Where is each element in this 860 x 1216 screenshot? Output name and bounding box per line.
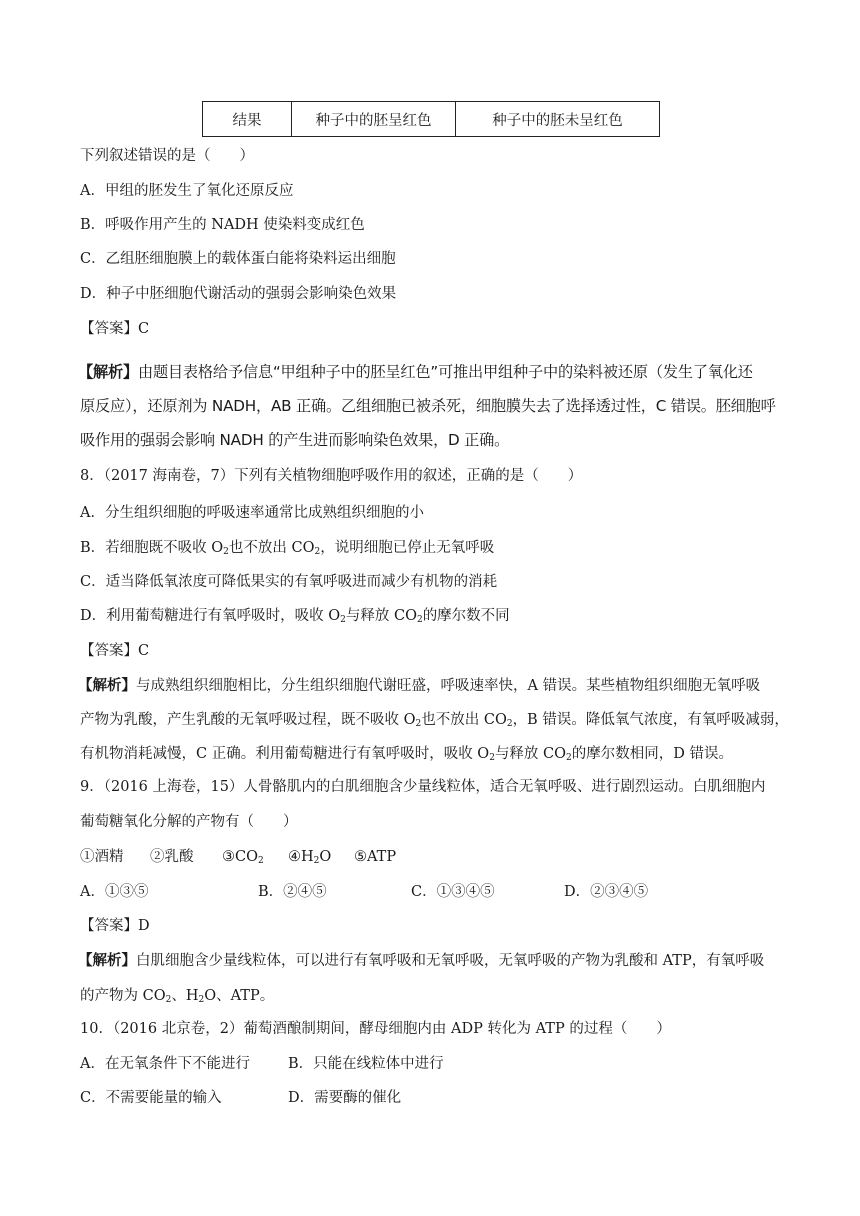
q7-analysis-line-3: 吸作用的强弱会影响 NADH 的产生进而影响染色效果，D 正确。 xyxy=(80,431,510,449)
q10-stem: 10．（2016 北京卷，2）葡萄酒酿制期间，酵母细胞内由 ADP 转化为 ATP 的过程（ ） xyxy=(80,1021,671,1037)
q7-answer: 【答案】C xyxy=(80,321,150,337)
q9-item-2: ②乳酸 xyxy=(150,849,194,865)
q8-analysis-line-2: 产物为乳酸，产生乳酸的无氧呼吸过程，既不吸收 $O_2$也不放出 $CO_2$，B 错误。降低氧气浓度，有氧呼吸减弱， xyxy=(80,712,789,729)
q7-option-b: B．呼吸作用产生的 NADH 使染料变成红色 xyxy=(80,217,365,233)
table-cell-result: 结果 xyxy=(203,102,292,137)
q9-option-c: C．①③④⑤ xyxy=(411,884,495,900)
q9-stem-line-2: 葡萄糖氧化分解的产物有（ ） xyxy=(80,814,298,830)
q8-analysis-line-3: 有机物消耗减慢，C 正确。利用葡萄糖进行有氧呼吸时，吸收 $O_2$与释放 $CO_2$的摩尔数相同，D 错误。 xyxy=(80,746,733,763)
q10-options-row-1 xyxy=(80,1054,444,1074)
q9-item-5: ⑤ATP xyxy=(354,849,397,865)
q8-stem: 8．（2017 海南卷，7）下列有关植物细胞呼吸作用的叙述，正确的是（ ） xyxy=(80,468,583,484)
q8-analysis-line-1: 【解析】与成熟组织细胞相比，分生组织细胞代谢旺盛，呼吸速率快，A 错误。某些植物组织细胞无氧呼吸 xyxy=(78,677,761,694)
q9-analysis-line-2: 的产物为 $CO_2$、$H_2O$、ATP。 xyxy=(80,988,275,1005)
q9-analysis-line-1: 【解析】白肌细胞含少量线粒体，可以进行有氧呼吸和无氧呼吸，无氧呼吸的产物为乳酸和 ATP，有氧呼吸 xyxy=(78,952,765,969)
analysis-label: 【解析】 xyxy=(78,677,136,694)
q8-answer: 【答案】C xyxy=(80,643,150,659)
table-cell-not-red: 种子中的胚未呈红色 xyxy=(456,102,660,137)
q10-option-a: A．在无氧条件下不能进行 xyxy=(80,1056,250,1072)
table-row xyxy=(203,102,660,137)
q7-option-a: A．甲组的胚发生了氧化还原反应 xyxy=(80,183,294,199)
q10-option-c: C．不需要能量的输入 xyxy=(80,1090,222,1106)
q9-item-3: $③CO_2$ xyxy=(222,849,264,866)
q7-option-d: D．种子中胚细胞代谢活动的强弱会影响染色效果 xyxy=(80,286,397,302)
q7-analysis-line-1: 【解析】由题目表格给予信息“甲组种子中的胚呈红色”可推出甲组种子中的染料被还原（发生了氧化还 xyxy=(78,363,753,381)
q9-item-1: ①酒精 xyxy=(80,849,124,865)
q8-option-d: D．利用葡萄糖进行有氧呼吸时，吸收 $O_2$与释放 $CO_2$的摩尔数不同 xyxy=(80,608,510,625)
q9-options xyxy=(80,882,648,902)
result-table xyxy=(202,101,660,137)
q10-option-d: D．需要酶的催化 xyxy=(288,1090,402,1106)
q8-option-a: A．分生组织细胞的呼吸速率通常比成熟组织细胞的小 xyxy=(80,505,424,521)
analysis-label: 【解析】 xyxy=(78,363,138,381)
q8-option-b: B．若细胞既不吸收 $O_2$也不放出 $CO_2$，说明细胞已停止无氧呼吸 xyxy=(80,540,495,557)
q9-answer: 【答案】D xyxy=(80,918,150,934)
q10-options-row-2 xyxy=(80,1088,401,1108)
q9-option-a: A．①③⑤ xyxy=(80,884,149,900)
q7-option-c: C．乙组胚细胞膜上的载体蛋白能将染料运出细胞 xyxy=(80,251,396,267)
q7-stem: 下列叙述错误的是（ ） xyxy=(80,148,254,164)
q9-option-d: D．②③④⑤ xyxy=(564,884,649,900)
table-cell-red: 种子中的胚呈红色 xyxy=(292,102,456,137)
q10-option-b: B．只能在线粒体中进行 xyxy=(288,1056,444,1072)
q7-analysis-line-2: 原反应），还原剂为 NADH，AB 正确。乙组细胞已被杀死，细胞膜失去了选择透过性，C 错误。胚细胞呼 xyxy=(80,397,776,415)
q9-item-4: $④H_2O$ xyxy=(288,849,332,866)
q9-stem-line-1: 9．（2016 上海卷，15）人骨骼肌内的白肌细胞含少量线粒体，适合无氧呼吸、进行剧烈运动。白肌细胞内 xyxy=(80,779,766,795)
q9-option-b: B．②④⑤ xyxy=(258,884,327,900)
q8-option-c: C．适当降低氧浓度可降低果实的有氧呼吸进而减少有机物的消耗 xyxy=(80,574,498,590)
q9-items xyxy=(80,847,396,867)
analysis-label: 【解析】 xyxy=(78,952,136,969)
